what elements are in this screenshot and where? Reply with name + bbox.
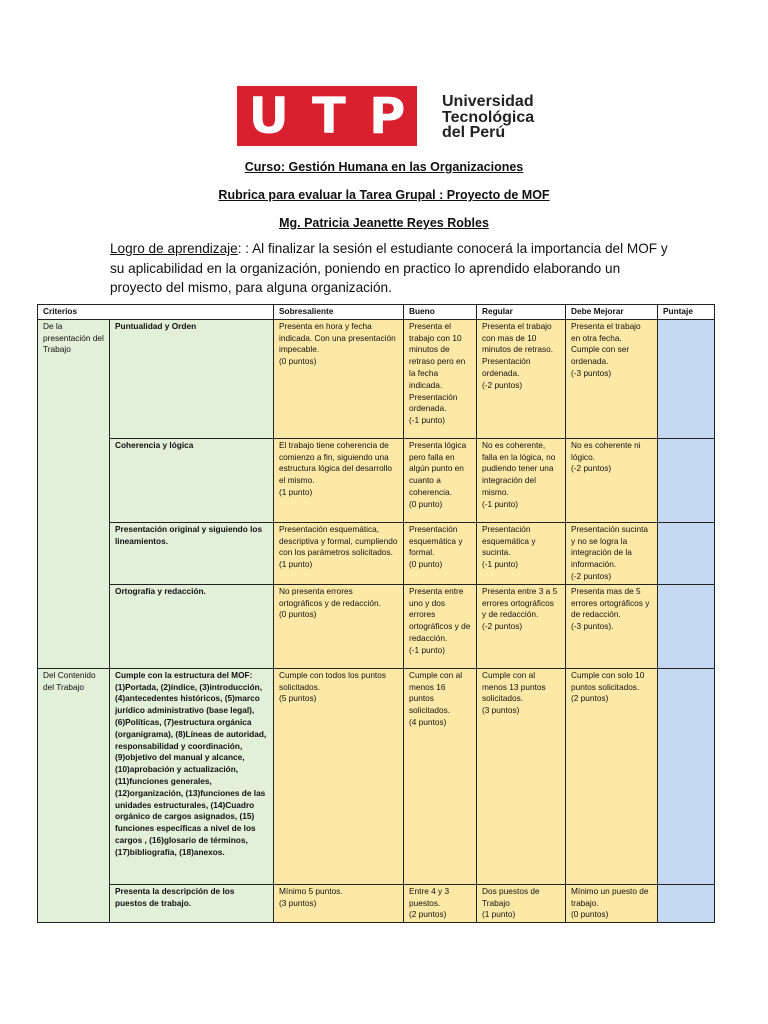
level-regular-cell: Cumple con al menos 13 puntos solicitados. (3 puntos) [477,668,566,884]
score-cell[interactable] [658,584,715,668]
header-bueno: Bueno [404,305,477,320]
level-sobresaliente-cell: Presenta en hora y fecha indicada. Con una presentación impecable. (0 puntos) [274,319,404,438]
level-bueno-cell: Presentación esquemática y formal. (0 punto) [404,522,477,584]
header-regular: Regular [477,305,566,320]
level-bueno-cell: Entre 4 y 3 puestos. (2 puntos) [404,884,477,922]
table-row [38,668,715,884]
criterion-cell: Presenta la descripción de los puestos de trabajo. [110,884,274,922]
criterion-cell: Cumple con la estructura del MOF: (1)Portada, (2)índice, (3)introducción, (4)antecedentes históricos, (5)marco jurídico administrativo (base legal), (6)Políticas, (7)estructura orgánica (organigrama), (8)Líneas de autoridad, responsabilidad y coordinación, (9)objetivo del manual y alcance, (10)aprobación y actualización, (11)funciones generales, (12)organización, (13)funciones de las unidades estructurales, (14)Cuadro orgánico de cargos asignados, (15) funciones específicas a nivel de los cargos , (16)glosario de términos, (17)bibliografía, (18)anexos. [110,668,274,884]
header-criterios: Criterios [38,305,274,320]
rubric-table [37,304,715,923]
rubric-header-row [38,305,715,320]
level-sobresaliente-cell: Presentación esquemática, descriptiva y formal, cumpliendo con los parámetros solicitados. (1 punto) [274,522,404,584]
group-contenido: Del Contenido del Trabajo [38,668,110,922]
level-sobresaliente-cell: No presenta errores ortográficos y de redacción. (0 puntos) [274,584,404,668]
table-row [38,584,715,668]
level-debe-mejorar-cell: Presentación sucinta y no se logra la integración de la información. (-2 puntos) [566,522,658,584]
utp-logo [237,86,537,146]
learning-outcome-text: : : Al finalizar la sesión el estudiante conocerá la importancia del MOF y su aplicabilidad en la organización, poniendo en practico lo aprendido elaborando un proyecto del mismo, para alguna organización. [110,241,668,295]
criterion-cell: Presentación original y siguiendo los lineamientos. [110,522,274,584]
level-regular-cell: Presenta el trabajo con mas de 10 minutos de retraso. Presentación ordenada. (-2 puntos) [477,319,566,438]
table-row [38,319,715,438]
learning-outcome [110,239,670,298]
level-debe-mejorar-cell: Mínimo un puesto de trabajo. (0 puntos) [566,884,658,922]
level-bueno-cell: Presenta entre uno y dos errores ortográficos y de redacción. (-1 punto) [404,584,477,668]
university-name-line-2: Tecnológica [442,108,535,126]
table-row [38,438,715,522]
table-row [38,884,715,922]
score-cell[interactable] [658,668,715,884]
level-debe-mejorar-cell: Presenta el trabajo en otra fecha. Cumple con ser ordenada. (-3 puntos) [566,319,658,438]
criterion-cell: Coherencia y lógica [110,438,274,522]
level-debe-mejorar-cell: Cumple con solo 10 puntos solicitados. (2 puntos) [566,668,658,884]
university-name [442,94,542,141]
logo-letter-u: U [248,87,290,145]
utp-logo-letters [237,86,417,146]
university-name-line-1: Universidad [442,93,534,110]
header-puntaje: Puntaje [658,305,715,320]
university-name-line-3: del Perú [442,124,506,141]
level-bueno-cell: Presenta lógica pero falla en algún punto en cuanto a coherencia. (0 punto) [404,438,477,522]
level-debe-mejorar-cell: Presenta mas de 5 errores ortográficos y de redacción. (-3 puntos). [566,584,658,668]
level-sobresaliente-cell: Cumple con todos los puntos solicitados. (5 puntos) [274,668,404,884]
level-bueno-cell: Cumple con al menos 16 puntos solicitados. (4 puntos) [404,668,477,884]
learning-outcome-label: Logro de aprendizaje [110,241,238,256]
criterion-cell: Puntualidad y Orden [110,319,274,438]
level-regular-cell: Presenta entre 3 a 5 errores ortográficos y de redacción. (-2 puntos) [477,584,566,668]
table-row [38,522,715,584]
score-cell[interactable] [658,438,715,522]
header-sobresaliente: Sobresaliente [274,305,404,320]
logo-letter-t: T [311,87,347,145]
rubric-title: Rubrica para evaluar la Tarea Grupal : Proyecto de MOF [218,188,550,202]
level-regular-cell: Dos puestos de Trabajo (1 punto) [477,884,566,922]
level-bueno-cell: Presenta el trabajo con 10 minutos de retraso pero en la fecha indicada. Presentación ordenada. (-1 punto) [404,319,477,438]
level-debe-mejorar-cell: No es coherente ni lógico. (-2 puntos) [566,438,658,522]
group-presentacion: De la presentación del Trabajo [38,319,110,668]
header-debe-mejorar: Debe Mejorar [566,305,658,320]
level-regular-cell: Presentación esquemática y sucinta. (-1 punto) [477,522,566,584]
level-sobresaliente-cell: El trabajo tiene coherencia de comienzo a fin, siguiendo una estructura lógica del desarrollo el mismo. (1 punto) [274,438,404,522]
score-cell[interactable] [658,522,715,584]
score-cell[interactable] [658,319,715,438]
score-cell[interactable] [658,884,715,922]
level-sobresaliente-cell: Mínimo 5 puntos. (3 puntos) [274,884,404,922]
level-regular-cell: No es coherente, falla en la lógica, no pudiendo tener una integración del mismo. (-1 punto) [477,438,566,522]
instructor-name: Mg. Patricia Jeanette Reyes Robles [279,216,489,230]
course-title: Curso: Gestión Humana en las Organizaciones [244,160,524,174]
logo-letter-p: P [368,87,406,145]
criterion-cell: Ortografía y redacción. [110,584,274,668]
